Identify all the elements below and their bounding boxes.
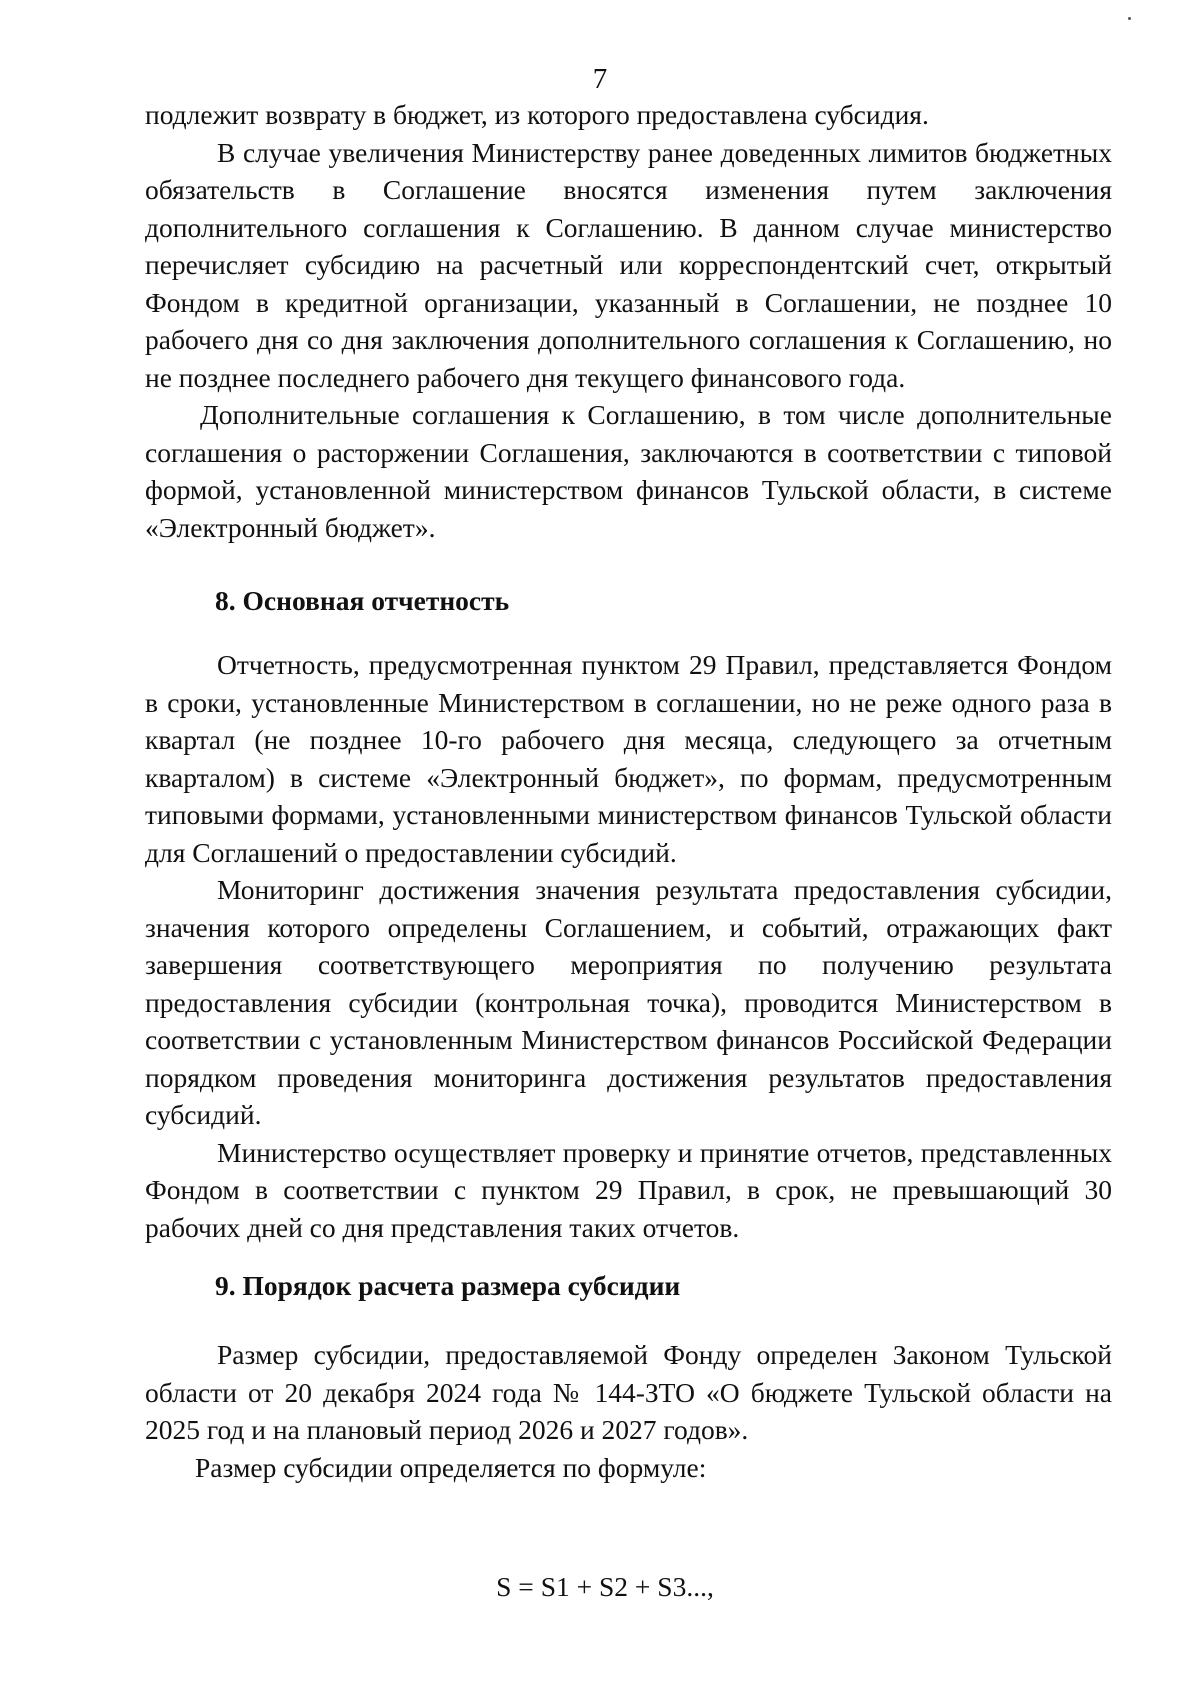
paragraph-additional-agreements: Дополнительные соглашения к Соглашению, в том числе дополнительные соглашения о расторжении Соглашения, заключаются в соответствии с типовой формой, установленной министерством финансов Тульской области, в системе «Электронный бюджет».: [145, 399, 1112, 543]
subsidy-formula: S = S1 + S2 + S3...,: [496, 1571, 714, 1602]
section-8-heading: 8. Основная отчетность: [215, 585, 510, 616]
section-9-text-block: [145, 1336, 1112, 1486]
section-8-text-block: [145, 646, 1112, 1246]
scan-speck: [1128, 17, 1131, 20]
paragraph-monitoring: Мониторинг достижения значения результата предоставления субсидии, значения которого определены Соглашением, и событий, отражающих факт завершения соответствующего мероприятия по получению результата предоставления субсидии (контрольная точка), проводится Министерством в соответствии с установленным Министерством финансов Российской Федерации порядком проведения мониторинга достижения результатов предоставления субсидий.: [145, 874, 1112, 1130]
paragraph-reporting: Отчетность, предусмотренная пунктом 29 Правил, представляется Фондом в сроки, установленные Министерством в соглашении, но не реже одного раза в квартал (не позднее 10-го рабочего дня месяца, следующего за отчетным кварталом) в системе «Электронный бюджет», по формам, предусмотренным типовыми формами, установленными министерством финансов Тульской области для Соглашений о предоставлении субсидий.: [145, 649, 1112, 868]
paragraph-report-verification: Министерство осуществляет проверку и принятие отчетов, представленных Фондом в соответствии с пунктом 29 Правил, в срок, не превышающий 30 рабочих дней со дня представления таких отчетов.: [145, 1136, 1112, 1243]
paragraph-formula-intro: Размер субсидии определяется по формуле:: [195, 1451, 707, 1483]
section-9-heading: 9. Порядок расчета размера субсидии: [215, 1270, 681, 1301]
intro-text-block: [145, 96, 1112, 546]
page-number: 7: [592, 63, 608, 95]
paragraph-continuation: подлежит возврату в бюджет, из которого предоставлена субсидия.: [145, 99, 929, 130]
paragraph-subsidy-size-law: Размер субсидии, предоставляемой Фонду определен Законом Тульской области от 20 декабря 2024 года № 144-ЗТО «О бюджете Тульской области на 2025 год и на плановый период 2026 и 2027 годов».: [145, 1339, 1112, 1445]
paragraph-limits-increase: В случае увеличения Министерству ранее доведенных лимитов бюджетных обязательств в Соглашение вносятся изменения путем заключения дополнительного соглашения к Соглашению. В данном случае министерство перечисляет субсидию на расчетный или корреспондентский счет, открытый Фондом в кредитной организации, указанный в Соглашении, не позднее 10 рабочего дня со дня заключения дополнительного соглашения к Соглашению, но не позднее последнего рабочего дня текущего финансового года.: [145, 136, 1112, 393]
